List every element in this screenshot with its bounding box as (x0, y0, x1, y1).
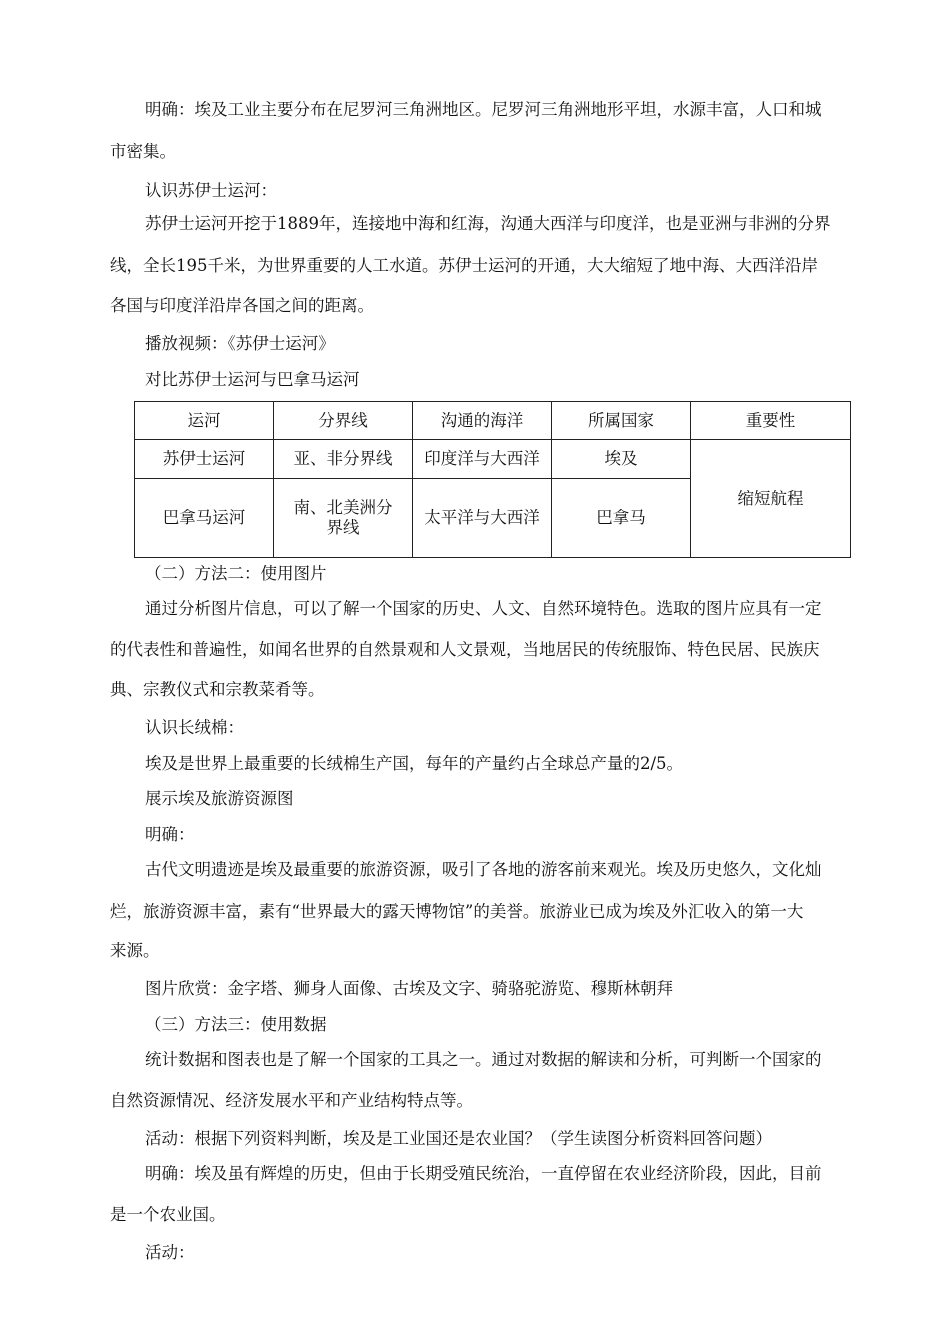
paragraph: 活动：根据下列资料判断，埃及是工业国还是农业国？（学生读图分析资料回答问题） (145, 1129, 772, 1148)
paragraph: 活动： (145, 1243, 195, 1262)
paragraph: 线，全长195千米，为世界重要的人工水道。苏伊士运河的开通，大大缩短了地中海、大西洋沿岸 (110, 256, 818, 275)
table-header-cell: 运河 (135, 402, 274, 440)
table-cell: 印度洋与大西洋 (413, 440, 552, 479)
table-cell: 南、北美洲分界线 (274, 479, 413, 558)
table-cell: 太平洋与大西洋 (413, 479, 552, 558)
heading-suez: 认识苏伊士运河： (145, 181, 277, 200)
section-heading: （三）方法三：使用数据 (145, 1015, 327, 1034)
paragraph: 明确：埃及工业主要分布在尼罗河三角洲地区。尼罗河三角洲地形平坦，水源丰富，人口和城 (145, 100, 822, 119)
table-caption: 对比苏伊士运河与巴拿马运河 (145, 370, 360, 389)
paragraph: 播放视频：《苏伊士运河》 (145, 334, 335, 353)
canal-comparison-table (134, 401, 851, 558)
paragraph: 古代文明遗迹是埃及最重要的旅游资源，吸引了各地的游客前来观光。埃及历史悠久，文化灿 (145, 860, 822, 879)
table-header-cell: 沟通的海洋 (413, 402, 552, 440)
paragraph: 展示埃及旅游资源图 (145, 789, 294, 808)
table-cell: 苏伊士运河 (135, 440, 274, 479)
paragraph: 苏伊士运河开挖于1889年，连接地中海和红海，沟通大西洋与印度洋，也是亚洲与非洲的分界 (145, 214, 831, 233)
paragraph: 的代表性和普遍性，如闻名世界的自然景观和人文景观，当地居民的传统服饰、特色民居、民族庆 (110, 640, 820, 659)
table-cell: 巴拿马 (552, 479, 691, 558)
table-cell: 巴拿马运河 (135, 479, 274, 558)
paragraph: 明确： (145, 825, 195, 844)
table-header-cell: 所属国家 (552, 402, 691, 440)
table-cell: 亚、非分界线 (274, 440, 413, 479)
table-header-cell: 分界线 (274, 402, 413, 440)
table-header-row (135, 402, 851, 440)
table-cell: 埃及 (552, 440, 691, 479)
paragraph: 各国与印度洋沿岸各国之间的距离。 (110, 296, 374, 315)
table-cell-importance: 缩短航程 (691, 440, 851, 558)
paragraph: 图片欣赏：金字塔、狮身人面像、古埃及文字、骑骆驼游览、穆斯林朝拜 (145, 979, 673, 998)
paragraph: 认识长绒棉： (145, 718, 244, 737)
paragraph: 来源。 (110, 941, 160, 960)
paragraph: 自然资源情况、经济发展水平和产业结构特点等。 (110, 1091, 473, 1110)
paragraph: 烂，旅游资源丰富，素有“世界最大的露天博物馆”的美誉。旅游业已成为埃及外汇收入的第一大 (110, 902, 804, 921)
paragraph: 典、宗教仪式和宗教菜肴等。 (110, 680, 325, 699)
section-heading: （二）方法二：使用图片 (145, 564, 327, 583)
paragraph: 市密集。 (110, 142, 176, 161)
paragraph: 统计数据和图表也是了解一个国家的工具之一。通过对数据的解读和分析，可判断一个国家的 (145, 1050, 822, 1069)
paragraph: 是一个农业国。 (110, 1205, 226, 1224)
paragraph: 通过分析图片信息，可以了解一个国家的历史、人文、自然环境特色。选取的图片应具有一定 (145, 599, 822, 618)
paragraph: 明确：埃及虽有辉煌的历史，但由于长期受殖民统治，一直停留在农业经济阶段，因此，目前 (145, 1164, 822, 1183)
table-row (135, 440, 851, 479)
table-header-cell: 重要性 (691, 402, 851, 440)
paragraph: 埃及是世界上最重要的长绒棉生产国，每年的产量约占全球总产量的2/5。 (145, 754, 684, 773)
